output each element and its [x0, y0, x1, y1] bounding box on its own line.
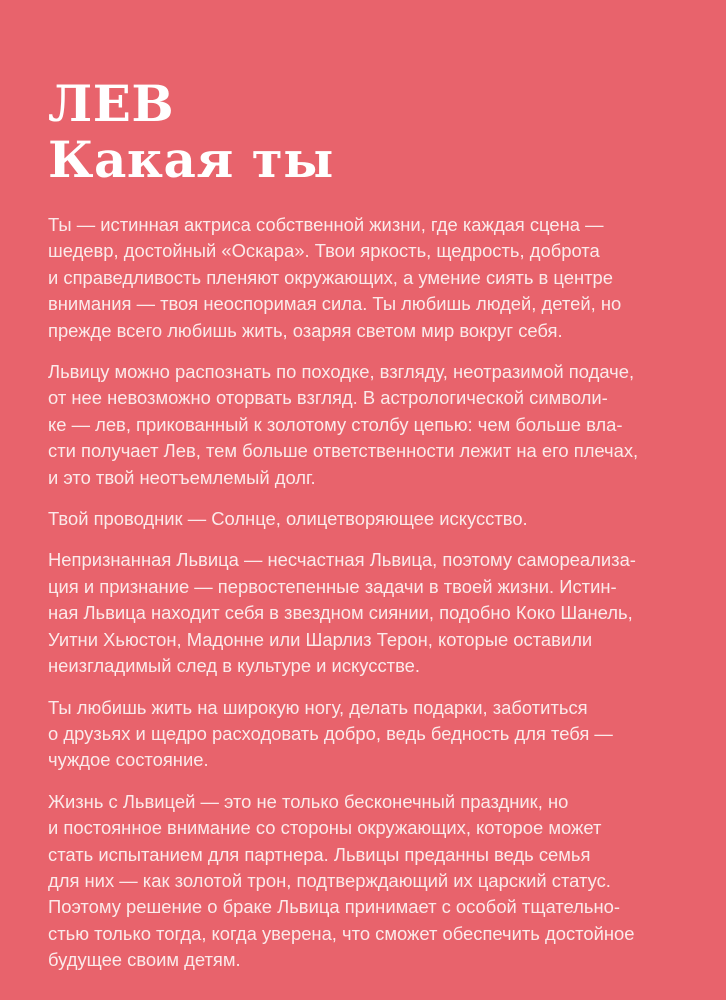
text-line: Ты любишь жить на широкую ногу, делать подарки, заботиться	[48, 696, 588, 718]
paragraph-1	[48, 212, 688, 344]
text-line: Львицу можно распознать по походке, взгляду, неотразимой подаче,	[48, 361, 635, 383]
text-line: прежде всего любишь жить, озаряя светом мир вокруг себя.	[48, 319, 563, 341]
text-line: будущее своим детям.	[48, 949, 241, 971]
text-line: Поэтому решение о браке Львица принимает с особой тщательно-	[48, 896, 620, 918]
paragraph-5	[48, 695, 688, 774]
text-line: и постоянное внимание со стороны окружающих, которое может	[48, 817, 602, 839]
text-line: и это твой неотъемлемый долг.	[48, 466, 316, 488]
paragraph-3	[48, 506, 688, 532]
text-line: чуждое состояние.	[48, 749, 209, 771]
text-line: от нее невозможно оторвать взгляд. В астрологической символи-	[48, 387, 608, 409]
text-line: Жизнь с Львицей — это не только бесконечный праздник, но	[48, 790, 569, 812]
text-line: неизгладимый след в культуре и искусстве.	[48, 655, 420, 677]
text-line: шедевр, достойный «Оскара». Твои яркость, щедрость, доброта	[48, 240, 600, 262]
paragraph-4	[48, 547, 688, 679]
text-line: для них — как золотой трон, подтверждающий их царский статус.	[48, 869, 611, 891]
text-line: Ты — истинная актриса собственной жизни, где каждая сцена —	[48, 214, 604, 235]
text-line: сти получает Лев, тем больше ответственности лежит на его плечах,	[48, 440, 639, 462]
text-line: Непризнанная Львица — несчастная Львица, поэтому самореализа-	[48, 549, 636, 571]
body-text	[48, 212, 688, 989]
page-title	[48, 76, 334, 188]
paragraph-6	[48, 789, 688, 974]
text-line: внимания — твоя неоспоримая сила. Ты любишь людей, детей, но	[48, 293, 622, 315]
text-line: Уитни Хьюстон, Мадонне или Шарлиз Терон, которые оставили	[48, 628, 593, 650]
title-line-subtitle: Какая ты	[48, 130, 334, 189]
text-line: стью только тогда, когда уверена, что сможет обеспечить достойное	[48, 922, 635, 944]
paragraph-2	[48, 359, 688, 491]
text-line: стать испытанием для партнера. Львицы преданны ведь семья	[48, 843, 591, 865]
text-line: Твой проводник — Солнце, олицетворяющее искусство.	[48, 508, 528, 530]
text-line: ная Львица находит себя в звездном сиянии, подобно Коко Шанель,	[48, 602, 633, 624]
text-line: ция и признание — первостепенные задачи в твоей жизни. Истин-	[48, 575, 617, 597]
text-line: о друзьях и щедро расходовать добро, ведь бедность для тебя —	[48, 722, 613, 744]
title-line-sign: ЛЕВ	[48, 74, 175, 133]
text-line: и справедливость пленяют окружающих, а умение сиять в центре	[48, 266, 613, 288]
text-line: ке — лев, прикованный к золотому столбу цепью: чем больше вла-	[48, 413, 623, 435]
